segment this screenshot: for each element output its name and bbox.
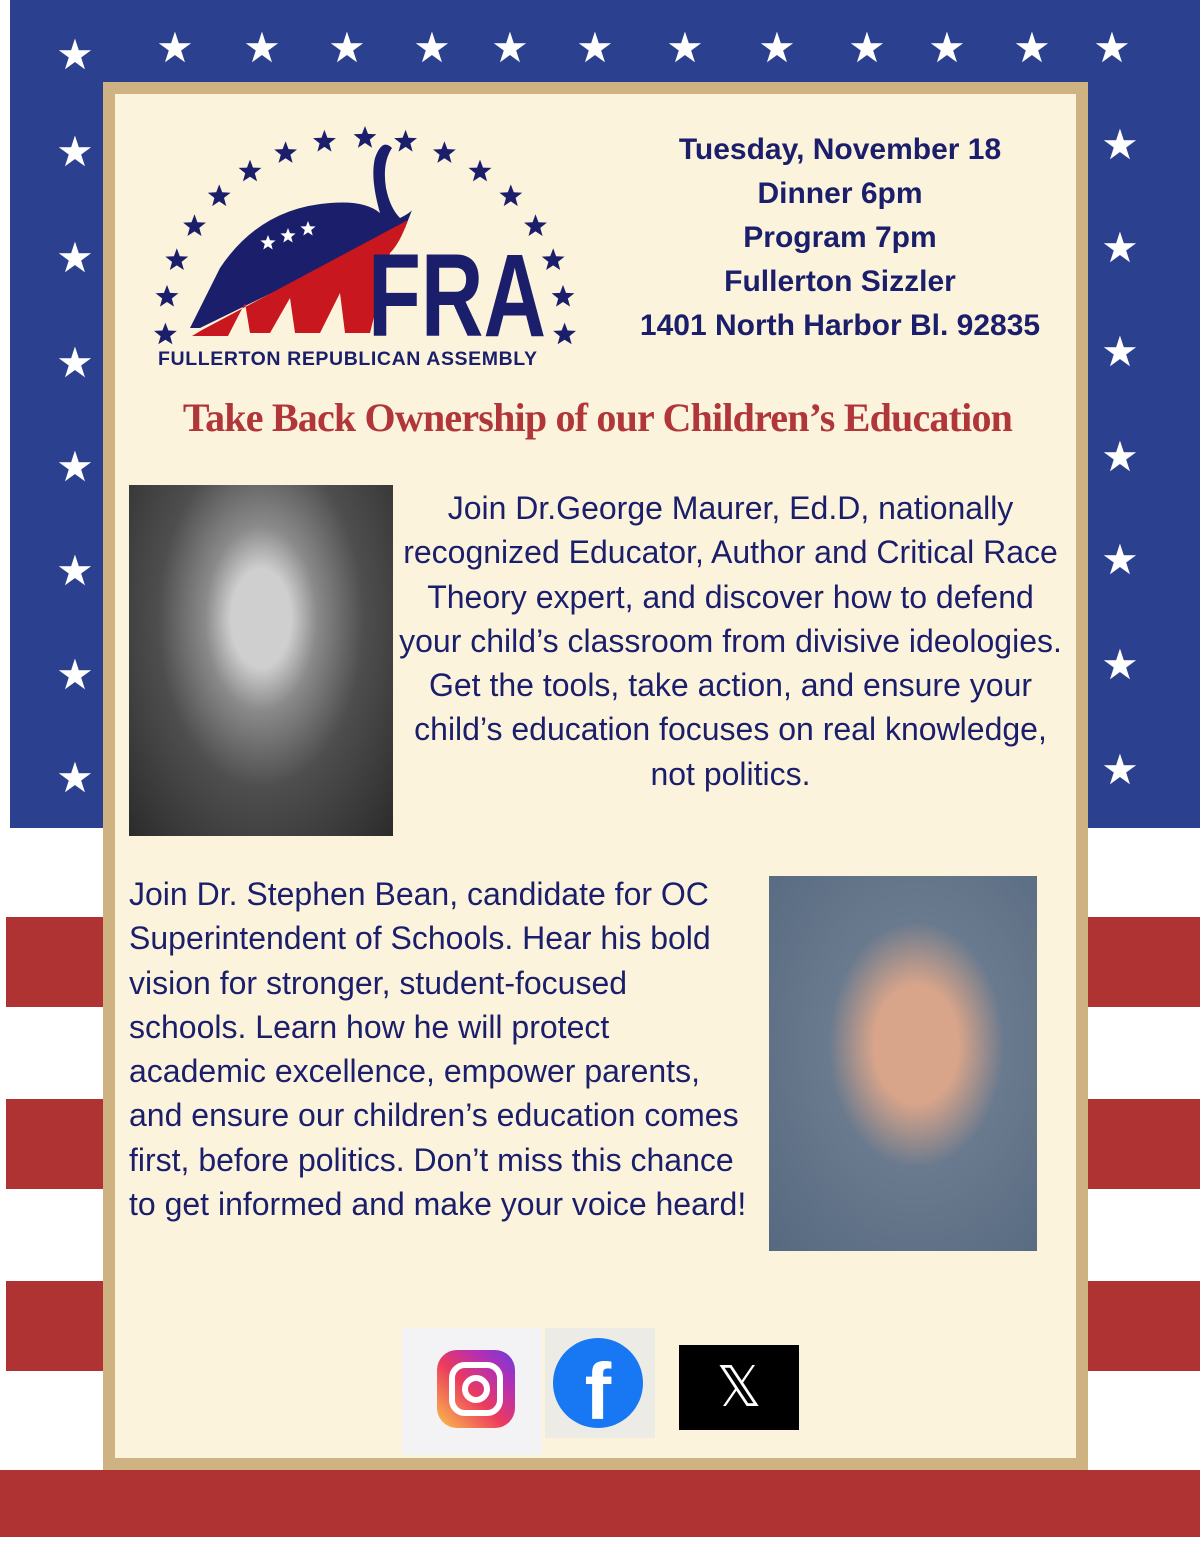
star-icon: ★ — [848, 24, 886, 71]
star-icon: ★ — [1101, 121, 1139, 168]
speaker1-description: Join Dr.George Maurer, Ed.D, nationally recognized Educator, Author and Critical Race Theory expert, and discover how to defend your child’s classroom from divisive ideologies. Get the tools, take action, and ensure your child’s education focuses on real knowledge, not politics. — [399, 490, 1062, 792]
logo-star-icon — [165, 248, 188, 270]
star-icon: ★ — [56, 128, 94, 175]
star-icon: ★ — [56, 651, 94, 698]
star-icon: ★ — [491, 24, 529, 71]
fra-elephant-logo — [150, 118, 590, 346]
event-venue: Fullerton Sizzler — [724, 265, 956, 298]
star-icon: ★ — [56, 547, 94, 594]
logo-star-icon — [183, 214, 206, 236]
logo-star-icon — [154, 323, 177, 345]
star-icon: ★ — [1101, 641, 1139, 688]
logo-star-icon — [469, 160, 492, 182]
star-icon: ★ — [1101, 746, 1139, 793]
star-icon: ★ — [928, 24, 966, 71]
logo-star-icon — [553, 323, 576, 345]
headline: Take Back Ownership of our Children’s Education — [182, 395, 1013, 440]
event-dinner-time: Dinner 6pm — [757, 177, 923, 210]
svg-text:FRA: FRA — [368, 230, 546, 346]
star-icon: ★ — [576, 24, 614, 71]
event-program-time: Program 7pm — [743, 221, 937, 254]
star-icon: ★ — [1101, 224, 1139, 271]
star-icon: ★ — [56, 443, 94, 490]
logo-star-icon — [433, 141, 456, 163]
speaker1-photo — [129, 485, 393, 836]
star-icon: ★ — [328, 24, 366, 71]
logo-star-icon — [239, 160, 262, 182]
logo-star-icon — [156, 285, 179, 307]
logo-star-icon — [208, 184, 231, 206]
star-icon: ★ — [1093, 24, 1131, 71]
star-icon: ★ — [758, 24, 796, 71]
organization-name: FULLERTON REPUBLICAN ASSEMBLY — [158, 348, 538, 370]
star-icon: ★ — [56, 234, 94, 281]
event-details — [600, 128, 1080, 348]
star-icon: ★ — [1101, 328, 1139, 375]
event-address: 1401 North Harbor Bl. 92835 — [639, 309, 1041, 342]
star-icon: ★ — [413, 24, 451, 71]
flag-stripe — [0, 1470, 1200, 1537]
star-icon: ★ — [1013, 24, 1051, 71]
star-icon: ★ — [666, 24, 704, 71]
logo-star-icon — [394, 130, 417, 152]
instagram-icon[interactable] — [402, 1328, 542, 1455]
x-icon[interactable]: 𝕏 — [679, 1345, 799, 1430]
logo-star-icon — [499, 184, 522, 206]
star-icon: ★ — [156, 24, 194, 71]
facebook-icon[interactable]: f — [545, 1328, 655, 1438]
star-icon: ★ — [1101, 433, 1139, 480]
logo-star-icon — [274, 141, 297, 163]
star-icon: ★ — [56, 339, 94, 386]
star-icon: ★ — [1101, 536, 1139, 583]
speaker2-photo — [769, 876, 1037, 1251]
star-icon: ★ — [56, 754, 94, 801]
star-icon: ★ — [243, 24, 281, 71]
speaker2-description: Join Dr. Stephen Bean, candidate for OC Superintendent of Schools. Hear his bold vision for stronger, student-focused schools. Learn how he will protect academic excellence, empower parents, and ensure our children’s education comes first, before politics. Don’t miss this chance to get informed and make your voice heard! — [129, 876, 747, 1223]
star-icon: ★ — [56, 31, 94, 78]
logo-star-icon — [354, 126, 377, 148]
logo-star-icon — [552, 285, 575, 307]
event-date: Tuesday, November 18 — [678, 133, 1002, 166]
logo-star-icon — [313, 130, 336, 152]
